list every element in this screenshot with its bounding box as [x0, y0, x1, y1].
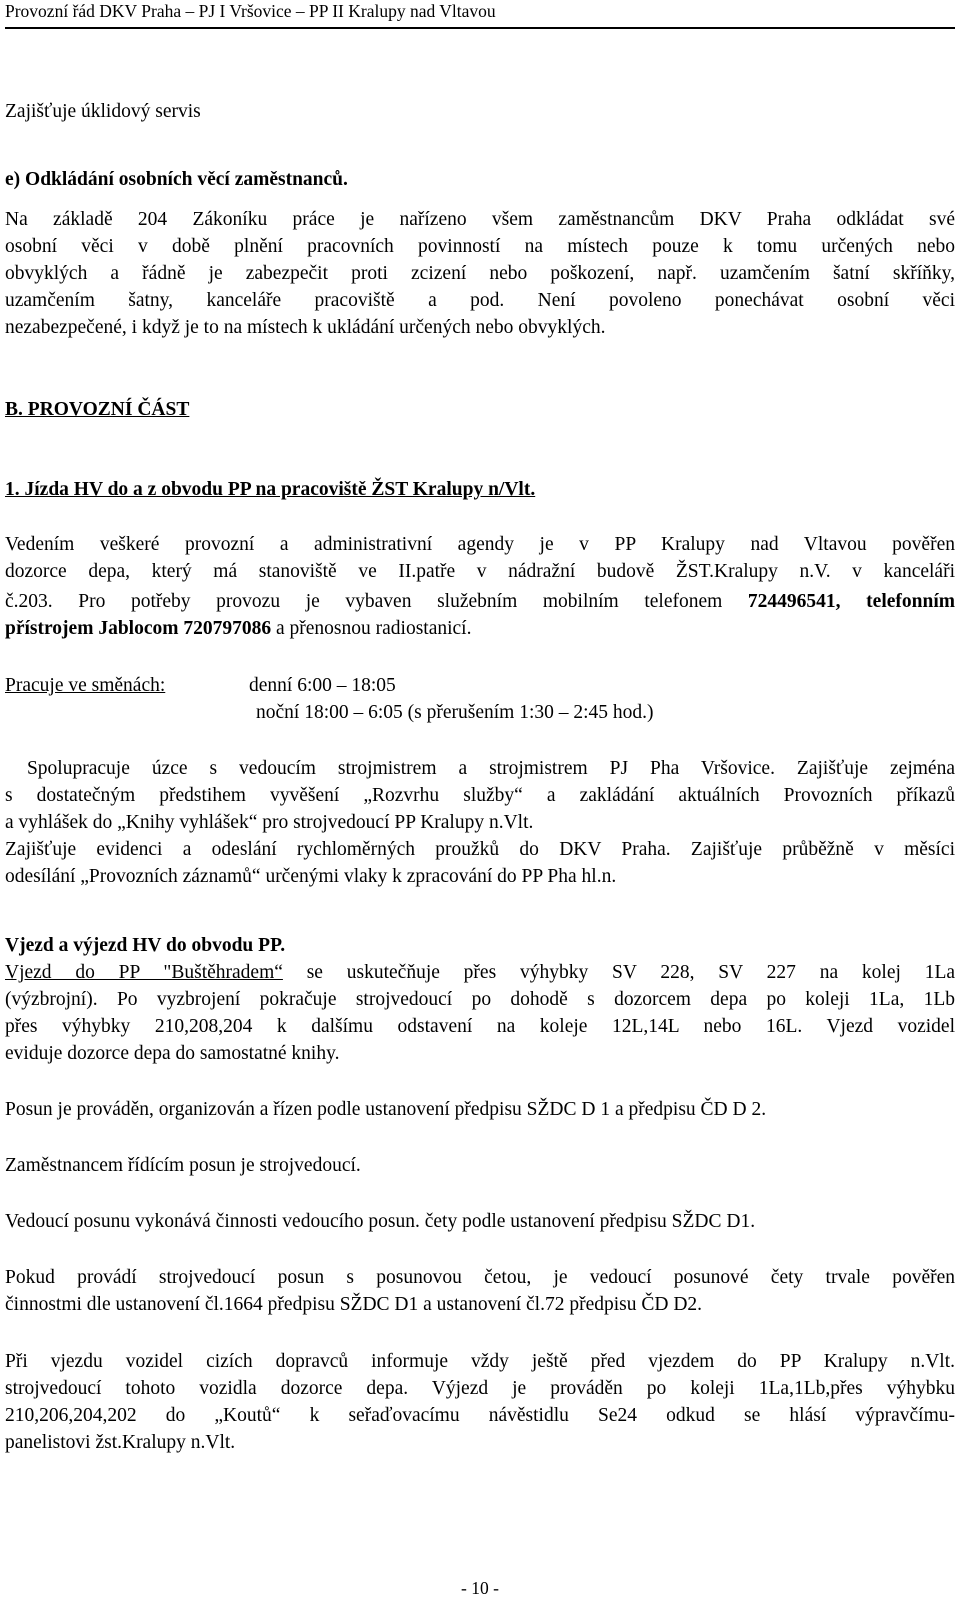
entry-line: (výzbrojní). Po vyzbrojení pokračuje strojvedoucí po dohodě s dozorcem depa po koleji 1La, 1Lb [5, 989, 955, 1010]
section-e-heading: e) Odkládání osobních věcí zaměstnanců. [5, 169, 348, 190]
shift-night: noční 18:00 – 6:05 (s přerušením 1:30 – 2:45 hod.) [256, 702, 654, 723]
section-1-line: dozorce depa, který má stanoviště ve II.patře v nádražní budově ŽST.Kralupy n.V. v kanceláři [5, 561, 955, 582]
entry-line: přes výhybky 210,208,204 k dalšímu odstavení na koleje 12L,14L nebo 16L. Vjezd vozidel [5, 1016, 955, 1037]
entry-underlined: Vjezd do PP "Buštěhradem“ [5, 962, 283, 983]
shifts-label: Pracuje ve směnách: [5, 675, 166, 696]
page-header [5, 0, 955, 29]
section-1-text: a přenosnou radiostanicí. [271, 618, 472, 639]
coop-line: Spolupracuje úzce s vedoucím strojmistrem a strojmistrem PJ Pha Vršovice. Zajišťuje zejména [5, 758, 955, 779]
section-e-line: obvyklých a řádně je zabezpečit proti zcizení nebo poškození, např. uzamčením šatní skříňky, [5, 263, 955, 284]
entry-line [5, 959, 955, 986]
crew-line: činnostmi dle ustanovení čl.1664 předpisu SŽDC D1 a ustanovení čl.72 předpisu ČD D2. [5, 1294, 703, 1315]
section-1-text: č.203. Pro potřeby provozu je vybaven služebním mobilním telefonem [5, 591, 748, 612]
entry-heading: Vjezd a výjezd HV do obvodu PP. [5, 935, 286, 956]
employee-text: Zaměstnancem řídícím posun je strojvedoucí. [5, 1155, 361, 1176]
cleaning-text: Zajišťuje úklidový servis [5, 101, 201, 122]
section-b-heading: B. PROVOZNÍ ČÁST [5, 399, 190, 420]
coop-line: Zajišťuje evidenci a odeslání rychloměrných proužků do DKV Praha. Zajišťuje průběžně v měsíci [5, 839, 955, 860]
header-title: Provozní řád DKV Praha – PJ I Vršovice – PP II Kralupy nad Vltavou [5, 1, 496, 21]
page-number: - 10 - [461, 1578, 499, 1598]
section-1-line: Vedením veškeré provozní a administrativní agendy je v PP Kralupy nad Vltavou pověřen [5, 534, 955, 555]
foreign-line: panelistovi žst.Kralupy n.Vlt. [5, 1432, 236, 1453]
section-e-line: osobní věci v době plnění pracovních povinností na místech pouze k tomu určených nebo [5, 236, 955, 257]
entry-line: eviduje dozorce depa do samostatné knihy. [5, 1043, 340, 1064]
shift-day: denní 6:00 – 18:05 [249, 675, 396, 696]
coop-line: s dostatečným předstihem vyvěšení „Rozvrhu služby“ a zakládání aktuálních Provozních příkazů [5, 785, 955, 806]
mobile-phone-number: 724496541, telefonním [747, 591, 955, 612]
foreign-line: strojvedoucí tohoto vozidla dozorce depa. Výjezd je prováděn po koleji 1La,1Lb,přes výhybku [5, 1378, 955, 1399]
section-e-line: uzamčením šatny, kanceláře pracoviště a pod. Není povoleno ponechávat osobní věci [5, 290, 955, 311]
section-1-line [5, 615, 955, 642]
coop-line: a vyhlášek do „Knihy vyhlášek“ pro strojvedoucí PP Kralupy n.Vlt. [5, 812, 534, 833]
leader-text: Vedoucí posunu vykonává činnosti vedoucího posun. čety podle ustanovení předpisu SŽDC D1. [5, 1211, 756, 1232]
section-1-heading: 1. Jízda HV do a z obvodu PP na pracoviště ŽST Kralupy n/Vlt. [5, 479, 536, 500]
section-e-line: nezabezpečené, i když je to na místech k ukládání určených nebo obvyklých. [5, 317, 606, 338]
foreign-line: Při vjezdu vozidel cizích dopravců informuje vždy ještě před vjezdem do PP Kralupy n.Vlt. [5, 1351, 955, 1372]
coop-line: odesílání „Provozních záznamů“ určenými vlaky k zpracování do PP Pha hl.n. [5, 866, 617, 887]
section-e-line: Na základě 204 Zákoníku práce je nařízeno všem zaměstnancům DKV Praha odkládat své [5, 209, 955, 230]
crew-line: Pokud provádí strojvedoucí posun s posunovou četou, je vedoucí posunové čety trvale pověřen [5, 1267, 955, 1288]
foreign-line: 210,206,204,202 do „Koutů“ k seřaďovacímu návěstidlu Se24 odkud se hlásí výpravčímu- [5, 1405, 955, 1426]
entry-text: se uskutečňuje přes výhybky SV 228, SV 227 na kolej 1La [282, 962, 956, 983]
section-1-line [5, 588, 955, 615]
posun-text: Posun je prováděn, organizován a řízen podle ustanovení předpisu SŽDC D 1 a předpisu ČD D 2. [5, 1099, 767, 1120]
landline-phone-number: přístrojem Jablocom 720797086 [5, 618, 272, 639]
